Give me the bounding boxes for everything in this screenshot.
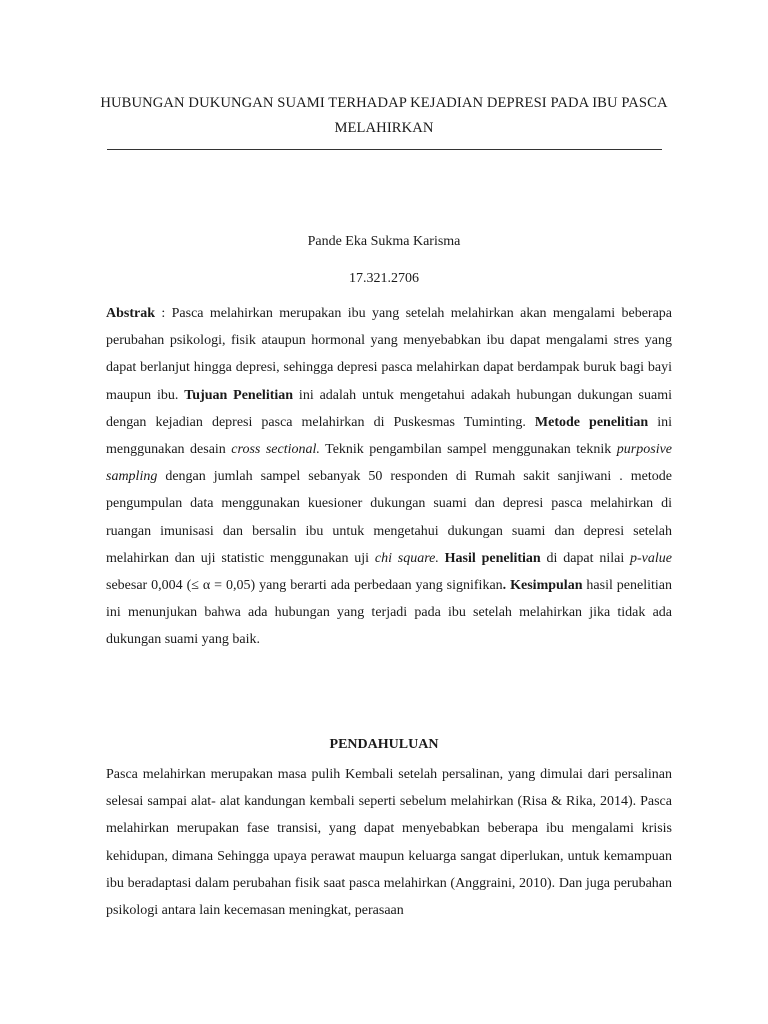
abstract-label: Abstrak	[106, 306, 156, 321]
abstract-paragraph	[106, 300, 672, 654]
metode-label: Metode penelitian	[534, 414, 649, 430]
document-title: HUBUNGAN DUKUNGAN SUAMI TERHADAP KEJADIAN DEPRESI PADA IBU PASCA MELAHIRKAN	[100, 95, 668, 136]
tujuan-label: Tujuan Penelitian	[184, 387, 294, 403]
abstract-text-7: di dapat nilai	[540, 550, 631, 566]
student-id: 17.321.2706	[349, 271, 419, 286]
intro-paragraph: Pasca melahirkan merupakan masa pulih Kembali setelah persalinan, yang dimulai dari persalinan selesai sampai alat- alat kandungan kembali seperti sebelum melahirkan (Risa & Rika, 2014). Pasca melahirkan merupakan fase transisi, yang dapat menyebabkan beberapa ibu mengalami krisis kehidupan, dimana Sehingga upaya perawat maupun keluarga sangat diperlukan, untuk kemampuan ibu beradaptasi dalam perubahan fisik saat pasca melahirkan (Anggraini, 2010). Dan juga perubahan psikologi antara lain kecemasan meningkat, perasaan	[106, 767, 672, 919]
kesimpulan-label: Kesimpulan	[510, 578, 583, 594]
abstract-text-9: .	[502, 578, 511, 594]
abstract-text-8: sebesar 0,004 (≤ α = 0,05) yang berarti ada perbedaan yang signifikan	[106, 578, 503, 594]
pvalue-term: p-value	[630, 550, 672, 566]
author-name: Pande Eka Sukma Karisma	[307, 234, 461, 249]
abstract-text-1: Pasca melahirkan merupakan ibu yang setelah melahirkan akan mengalami beberapa perubahan psikologi, fisik ataupun hormonal yang menyebabkan ibu dapat mengalami stres yang dapat berlanjut hingga depresi, sehingga depresi pasca melahirkan dapat berdampak buruk bagi bayi maupun ibu.	[106, 306, 672, 403]
sampling-term: purposive sampling	[106, 442, 673, 485]
test-term: chi square.	[374, 550, 439, 566]
abstract-text-10: hasil penelitian ini menunjukan bahwa ada hubungan yang terjadi pada ibu setelah melahirkan jika tidak ada dukungan suami yang baik.	[106, 578, 673, 648]
abstract-text-3: ini menggunakan desain	[106, 414, 672, 458]
section-heading: PENDAHULUAN	[329, 737, 439, 752]
abstract-text-2: ini adalah untuk mengetahui adakah hubungan dukungan suami dengan kejadian depresi pasca melahirkan di Puskesmas Tuminting.	[106, 387, 672, 430]
design-term: cross sectional.	[231, 442, 320, 458]
hasil-label: Hasil penelitian	[444, 550, 541, 566]
abstract-text-5: dengan jumlah sampel sebanyak 50 responden di Rumah sakit sanjiwani . metode pengumpulan data menggunakan kuesioner dukungan suami dan depresi pasca melahirkan di ruangan imunisasi dan bersalin ibu untuk mengetahui dukungan suami dan depresi setelah melahirkan dan uji statistic menggunakan uji	[106, 469, 672, 566]
abstract-text-4: Teknik pengambilan sampel menggunakan teknik	[319, 442, 617, 458]
title-underline	[107, 149, 662, 150]
abstract-separator: :	[155, 306, 172, 321]
